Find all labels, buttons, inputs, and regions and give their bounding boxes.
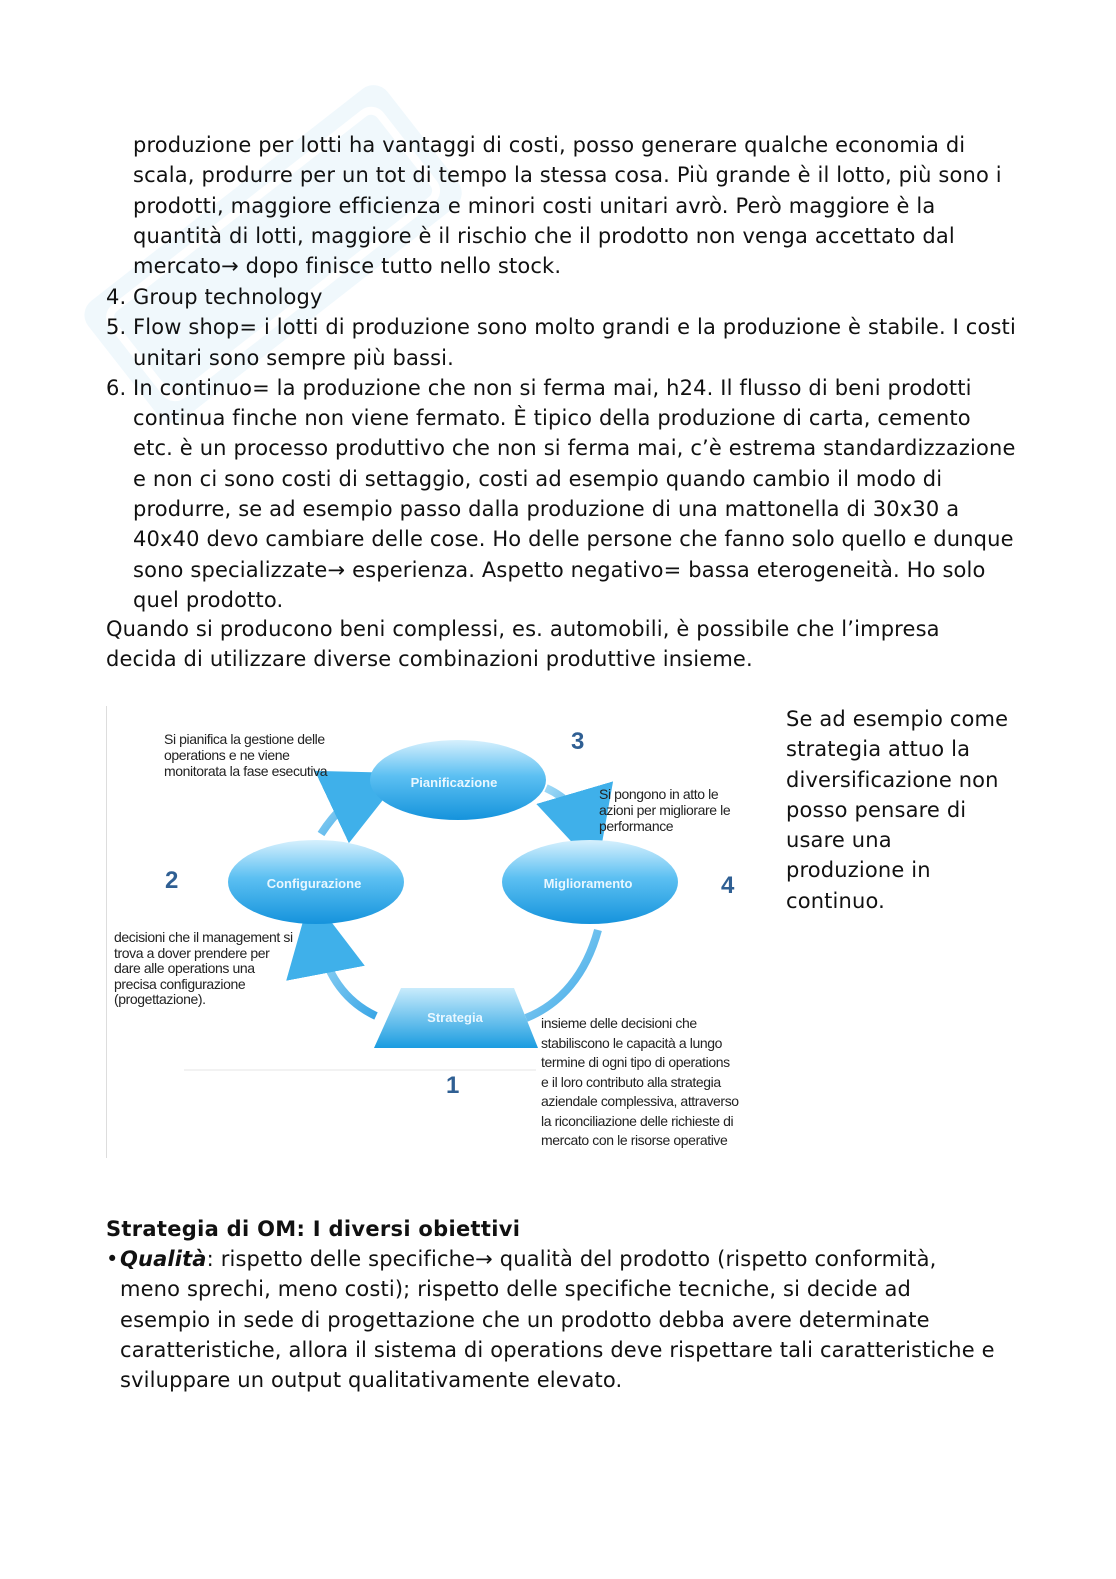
bullet-body bbox=[120, 1244, 1000, 1395]
section-heading: Strategia di OM: I diversi obiettivi bbox=[106, 1217, 521, 1241]
miglioramento-caption-line: azioni per migliorare le bbox=[599, 802, 731, 818]
miglioramento-label: Miglioramento bbox=[543, 876, 633, 891]
strategia-caption-line: insieme delle decisioni che bbox=[541, 1015, 697, 1031]
arrow-plan-to-improve bbox=[546, 788, 586, 831]
arrow-config-to-plan bbox=[321, 790, 368, 834]
configurazione-label: Configurazione bbox=[266, 876, 362, 891]
pianificazione-caption-line: monitorata la fase esecutiva bbox=[164, 763, 328, 779]
bullet-term: Qualità bbox=[120, 1247, 207, 1271]
configurazione-caption-line: trova a dover prendere per bbox=[114, 945, 270, 961]
strategia-caption-line: termine di ogni tipo di operations bbox=[541, 1054, 730, 1070]
strategia-caption-line: mercato con le risorse operative bbox=[541, 1132, 728, 1148]
miglioramento-caption-line: Si pongono in atto le bbox=[599, 786, 719, 802]
arrow-improve-to-strategy bbox=[526, 930, 598, 1018]
list-item bbox=[106, 373, 1016, 615]
om-cycle-diagram bbox=[106, 706, 771, 1161]
pianificazione-caption-line: operations e ne viene bbox=[164, 747, 290, 763]
strategia-label: Strategia bbox=[427, 1010, 483, 1025]
configurazione-caption-line: precisa configurazione bbox=[114, 976, 246, 992]
side-note: Se ad esempio come strategia attuo la diversificazione non posso pensare di usare una produzione in continuo. bbox=[786, 707, 1009, 913]
step-number-3: 3 bbox=[571, 728, 585, 755]
arrow-strategy-to-config bbox=[318, 934, 376, 1016]
intro-paragraph: produzione per lotti ha vantaggi di costi, posso generare qualche economia di scala, produrre per un tot di tempo la stessa cosa. Più grande è il lotto, più sono i prodotti, maggiore efficienza e minori costi unitari avrò. Però maggiore è la quantità di lotti, maggiore è il rischio che il prodotto non venga accettato dal mercato→ dopo finisce tutto nello stock. bbox=[133, 133, 1002, 279]
step-number-4: 4 bbox=[721, 872, 735, 899]
list-item-text: In continuo= la produzione che non si ferma mai, h24. Il flusso di beni prodotti continua finche non viene fermato. È tipico della produzione di carta, cemento etc. è un processo produttivo che non si ferma mai, c’è estrema standardizzazione e non ci sono costi di settaggio, costi ad esempio quando cambio il modo di produrre, se ad esempio passo dalla produzione di una mattonella di 30x30 a 40x40 devo cambiare delle cose. Ho delle persone che fanno solo quello e dunque sono specializzate→ esperienza. Aspetto negativo= bassa eterogeneità. Ho solo quel prodotto. bbox=[133, 375, 1016, 612]
configurazione-caption-line: decisioni che il management si bbox=[114, 929, 293, 945]
closing-paragraph: Quando si producono beni complessi, es. automobili, è possibile che l’impresa decida di utilizzare diverse combinazioni produttive insieme. bbox=[106, 617, 940, 672]
list-item bbox=[106, 282, 1016, 312]
list-item bbox=[106, 312, 1016, 373]
strategia-caption-line: e il loro contributo alla strategia bbox=[541, 1074, 721, 1090]
strategia-caption-line: la riconciliazione delle richieste di bbox=[541, 1113, 734, 1129]
bullet-text: : rispetto delle specifiche→ qualità del prodotto (rispetto conformità, meno sprechi, meno costi); rispetto delle specifiche tecniche, si decide ad esempio in sede di progettazione che un prodotto debba avere determinate caratteristiche, allora il sistema di operations deve rispettare tali caratteristiche e sviluppare un output qualitativamente elevato. bbox=[120, 1247, 995, 1393]
strategia-caption-line: stabiliscono le capacità a lungo bbox=[541, 1035, 722, 1051]
configurazione-caption-line: (progettazione). bbox=[114, 991, 206, 1007]
pianificazione-caption-line: Si pianifica la gestione delle bbox=[164, 731, 325, 747]
pianificazione-label: Pianificazione bbox=[410, 775, 498, 790]
configurazione-caption-line: dare alle operations una bbox=[114, 960, 255, 976]
strategia-caption-line: aziendale complessiva, attraverso bbox=[541, 1093, 739, 1109]
list-item-number: 4. bbox=[106, 285, 127, 309]
miglioramento-caption-line: performance bbox=[599, 818, 674, 834]
step-number-1: 1 bbox=[446, 1072, 460, 1099]
list-item-text: Flow shop= i lotti di produzione sono molto grandi e la produzione è stabile. I costi unitari sono sempre più bassi. bbox=[133, 315, 1016, 370]
step-number-2: 2 bbox=[165, 867, 179, 894]
bullet-dot-icon: • bbox=[106, 1247, 119, 1271]
list-item-number: 6. bbox=[106, 375, 127, 400]
production-types-list bbox=[106, 282, 1016, 615]
list-item-number: 5. bbox=[106, 315, 127, 340]
list-item-text: Group technology bbox=[133, 285, 323, 309]
